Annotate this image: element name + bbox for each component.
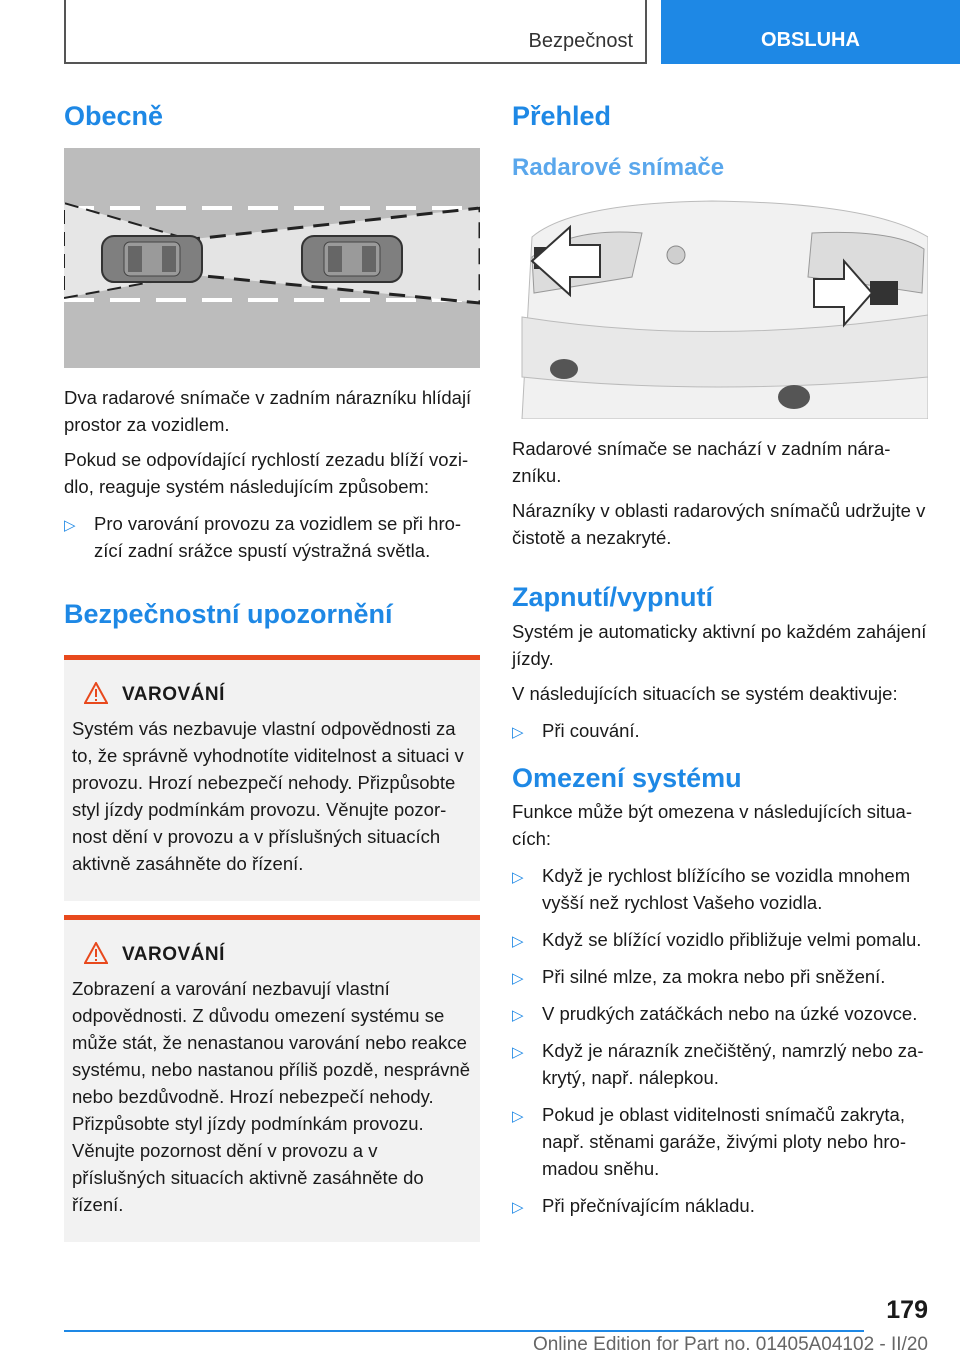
page-number: 179: [886, 1296, 928, 1324]
paragraph: Dva radarové snímače v zadním nárazníku hlídají prostor za vozidlem.: [64, 387, 472, 436]
triangle-bullet-icon: ▷: [512, 723, 524, 741]
warning-title-row: [84, 682, 472, 709]
lane-diagram-image: [64, 148, 480, 368]
list-item-text: Při silné mlze, za mokra nebo při sněžení.: [542, 965, 886, 987]
footer-divider: [64, 1330, 864, 1332]
heading-safety: Bezpečnostní upozornění: [64, 599, 393, 630]
list-item: [64, 510, 480, 564]
list-item-text: Když je rychlost blížícího se vozidla mnohem vyšší než rychlost Vašeho vozidla.: [542, 864, 911, 913]
list-item: [512, 963, 928, 990]
header-section-title: Bezpečnost: [528, 30, 633, 52]
list-item-text: Pokud je oblast viditelnosti snímačů zakryta, např. stěnami garáže, živými ploty nebo hromadou sněhu.: [542, 1103, 907, 1179]
list-item-text: Při couvání.: [542, 719, 640, 741]
list-item-text: V prudkých zatáčkách nebo na úzké vozovce.: [542, 1002, 918, 1024]
paragraph: Pokud se odpovídající rychlostí zezadu blíží vozidlo, reaguje systém následujícím způsobem:: [64, 449, 469, 498]
warning-box: [64, 655, 480, 901]
bullet-list: [512, 717, 928, 744]
list-item-text: Při přečnívajícím nákladu.: [542, 1194, 755, 1216]
paragraph: Funkce může být omezena v následujících situacích:: [512, 800, 913, 849]
warning-triangle-icon: [84, 942, 108, 969]
paragraph: V následujících situacích se systém deaktivuje:: [512, 682, 898, 704]
heading-overview: Přehled: [512, 101, 612, 131]
warning-title-row: [84, 942, 472, 969]
list-item-text: Pro varování provozu za vozidlem se při hrozící zadní srážce spustí výstražná světla.: [94, 513, 462, 562]
heading-general: Obecně: [64, 101, 164, 131]
list-item: [512, 862, 928, 916]
triangle-bullet-icon: ▷: [512, 1006, 524, 1024]
heading-system-limits: Omezení systému: [512, 762, 742, 793]
bullet-list: [512, 862, 928, 1219]
right-column: [512, 100, 928, 1229]
list-item: [512, 1037, 928, 1091]
header-frame: [64, 0, 647, 64]
list-item: [512, 717, 928, 744]
bullet-list: [64, 510, 480, 564]
triangle-bullet-icon: ▷: [512, 932, 524, 950]
footer-edition: Online Edition for Part no. 01405A04102 - II/20: [532, 1334, 928, 1355]
list-item: [512, 1101, 928, 1182]
triangle-bullet-icon: ▷: [512, 1198, 524, 1216]
triangle-bullet-icon: ▷: [64, 517, 76, 535]
warning-title: VAROVÁNÍ: [122, 944, 225, 966]
warning-triangle-icon: [84, 682, 108, 709]
header-chapter-tab: OBSLUHA: [661, 0, 960, 64]
car-rear-image: [512, 197, 928, 419]
triangle-bullet-icon: ▷: [512, 969, 524, 987]
list-item-text: Když je nárazník znečištěný, namrzlý nebo zakrytý, např. nálepkou.: [542, 1039, 924, 1088]
warning-text: Zobrazení a varování nezbavují vlastní odpovědnosti. Z důvodu omezení systému se může stát, že nenastanou varování nebo reakce systému, nebo nastanou příliš pozdě, nesprávně nebo bezdůvodně. Hrozí nebezpečí nehody. Přizpůsobte styl jízdy podmínkám provozu. Věnujte pozornost dění v provozu a v příslušných situacích aktivně zasáhněte do řízení.: [72, 977, 470, 1215]
heading-radar-sensors: Radarové snímače: [512, 154, 725, 182]
warning-text: Systém vás nezbavuje vlastní odpovědnosti za to, že správně vyhodnotíte viditelnost a situaci v provozu. Hrozí nebezpečí nehody. Přizpůsobte styl jízdy podmínkám provozu. Věnujte pozornost dění v provozu a v příslušných situacích aktivně zasáhněte do řízení.: [72, 717, 464, 874]
list-item: [512, 926, 928, 953]
paragraph: Radarové snímače se nachází v zadním nárazníku.: [512, 438, 891, 487]
list-item: [512, 1000, 928, 1027]
paragraph: Systém je automaticky aktivní po každém zahájení jízdy.: [512, 620, 927, 669]
paragraph: Nárazníky v oblasti radarových snímačů udržujte v čistotě a nezakryté.: [512, 500, 926, 549]
heading-on-off: Zapnutí/vypnutí: [512, 582, 713, 613]
triangle-bullet-icon: ▷: [512, 1043, 524, 1061]
triangle-bullet-icon: ▷: [512, 868, 524, 886]
left-column: [64, 100, 480, 1242]
list-item-text: Když se blížící vozidlo přibližuje velmi pomalu.: [542, 928, 922, 950]
warning-box: [64, 915, 480, 1242]
triangle-bullet-icon: ▷: [512, 1107, 524, 1125]
warning-title: VAROVÁNÍ: [122, 684, 225, 706]
list-item: [512, 1192, 928, 1219]
